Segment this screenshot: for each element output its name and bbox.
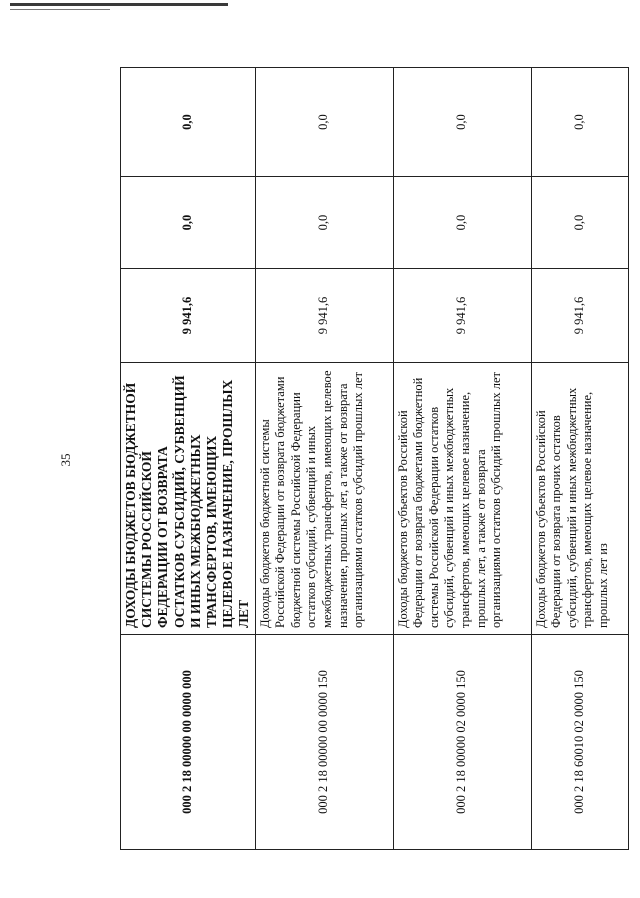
revenue-description: Доходы бюджетов субъектов Российской Федерации от возврата бюджетами бюджетной системы Российской Федерации остатков субсидий, субвенций и иных межбюджетных трансфертов, имеющих целевое назначение, прошлых лет, а также от возврата организациями остатков субсидий прошлых лет	[393, 363, 531, 635]
scan-artifact-bar	[10, 3, 228, 6]
amount-value: 0,0	[531, 68, 628, 177]
budget-code: 000 2 18 00000 02 0000 150	[393, 635, 531, 850]
amount-value: 0,0	[393, 68, 531, 177]
budget-code: 000 2 18 00000 00 0000 150	[255, 635, 393, 850]
amount-value: 0,0	[255, 177, 393, 269]
amount-value: 9 941,6	[255, 269, 393, 363]
amount-value: 0,0	[531, 177, 628, 269]
revenue-description: ДОХОДЫ БЮДЖЕТОВ БЮДЖЕТНОЙ СИСТЕМЫ РОССИЙСКОЙ ФЕДЕРАЦИИ ОТ ВОЗВРАТА ОСТАТКОВ СУБСИДИЙ, СУБВЕНЦИЙ И ИНЫХ МЕЖБЮДЖЕТНЫХ ТРАНСФЕРТОВ, ИМЕЮЩИХ ЦЕЛЕВОЕ НАЗНАЧЕНИЕ, ПРОШЛЫХ ЛЕТ	[121, 363, 256, 635]
page-number: 35	[58, 453, 73, 467]
table-row	[393, 68, 531, 850]
budget-code: 000 2 18 00000 00 0000 000	[121, 635, 256, 850]
table-row	[531, 68, 628, 850]
amount-value: 9 941,6	[531, 269, 628, 363]
amount-value: 0,0	[255, 68, 393, 177]
revenue-description: Доходы бюджетов субъектов Российской Федерации от возврата прочих остатков субсидий, субвенций и иных межбюджетных трансфертов, имеющих целевое назначение, прошлых лет из	[531, 363, 628, 635]
amount-value: 9 941,6	[393, 269, 531, 363]
revenue-description: Доходы бюджетов бюджетной системы Российской Федерации от возврата бюджетами бюджетной системы Российской Федерации остатков субсидий, субвенций и иных межбюджетных трансфертов, имеющих целевое назначение, прошлых лет, а также от возврата организациями остатков субсидий прошлых лет	[255, 363, 393, 635]
budget-table	[120, 68, 618, 850]
budget-code: 000 2 18 60010 02 0000 150	[531, 635, 628, 850]
scan-artifact-line	[10, 9, 110, 10]
table-row	[121, 68, 256, 850]
amount-value: 0,0	[121, 177, 256, 269]
table-row	[255, 68, 393, 850]
amount-value: 9 941,6	[121, 269, 256, 363]
amount-value: 0,0	[121, 68, 256, 177]
amount-value: 0,0	[393, 177, 531, 269]
